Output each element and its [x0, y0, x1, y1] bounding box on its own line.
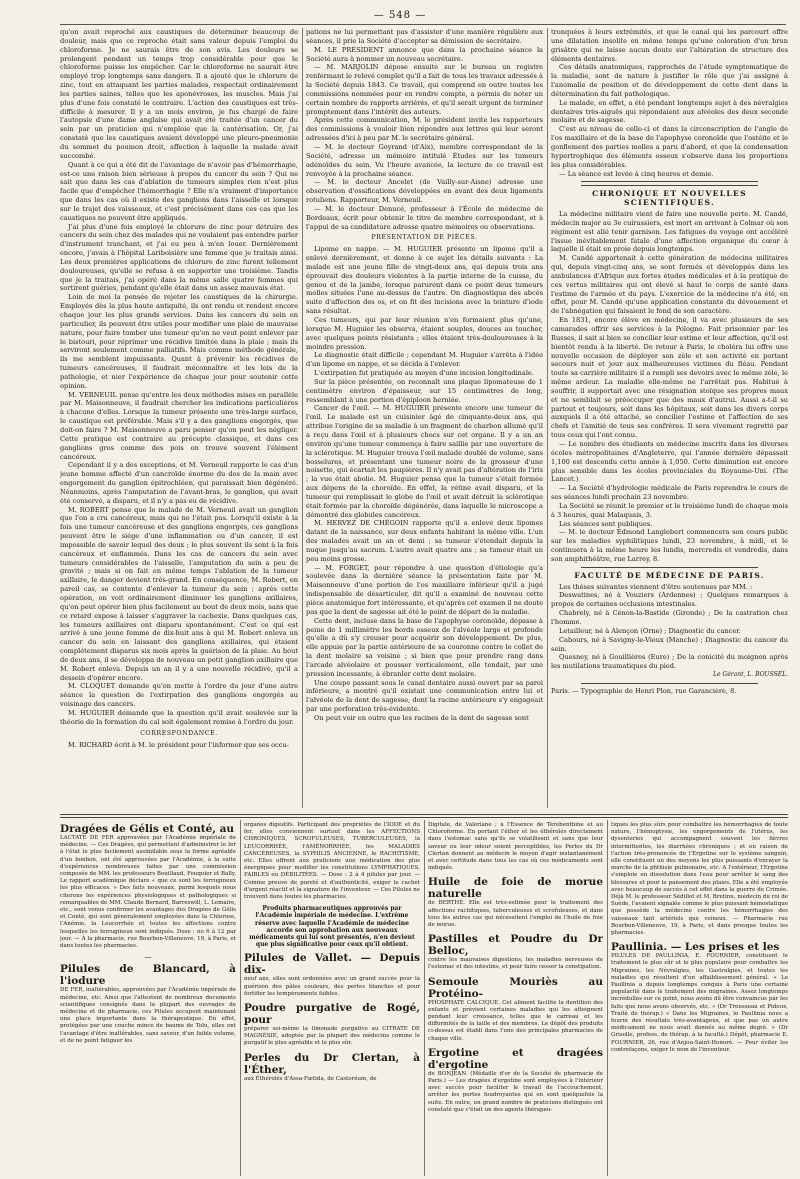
paragraph: Une coupe passant sous le canal dentaire aussi ouvert par sa paroi inférieure, a montré qu'il existait une communication entre lui et l'alvéole de la dent de sagesse, dont la racine antérieure s'y engageait par une perforation très-évidente.	[306, 678, 543, 714]
section-rule	[581, 181, 758, 182]
column-divider	[302, 28, 303, 808]
paragraph: — M. le docteur Ancelet (de Vailly-sur-Aisne) adresse une observation d'ossifications développées en avant des deux ligaments rotuliens. Rapporteur, M. Verneuil.	[306, 178, 543, 205]
ads-column-2	[244, 822, 420, 1177]
ad-body: de BONJEAN. (Médaille d'or de la Société de pharmacie de Paris.) — Les dragées d'ergotine sont employées à l'intérieur avec succès pour faciliter le travail de l'accouchement, arrêter les pertes foudroyantes qui en sont quelquefois la suite. En outre, un grand nombre de praticiens distingués ont constaté que c'était un des agents thérapeu-	[428, 1070, 603, 1113]
paragraph: Le malade, en effet, a été pendant longtemps sujet à des névralgies dentaires très-aiguës qui répondaient aux alvéoles des deux seconde molaire et de sagesse.	[551, 98, 788, 125]
paragraph: Lipome en nappe. — M. HUGUIER présente un lipome qu'il a enlevé dernièrement, et donne à ce sujet les détails suivants : La malade est une jeune fille de vingt-deux ans, qui depuis trois ans éprouvait des douleurs violentes à la partie interne de la cuisse, du genou et de la jambe, lorsque parurent dans ce point deux tumeurs molles situées l'une au-dessus de l'autre. On diagnostiqua des abcès suite d'affection des os, et on fit des incisions avec la teinture d'iode sans résultat.	[306, 245, 543, 316]
paragraph: Le diagnostic était difficile ; cependant M. Huguier s'arrêta à l'idée d'un lipome en nappe, et se décida à l'enlever.	[306, 351, 543, 369]
paragraph: En 1831, encore élève en médecine, il va avec plusieurs de ses camarades offrir ses services à la Pologne. Fait prisonnier par les Russes, il sait si bien se concilier leur estime et leur affection, qu'il est bientôt rendu à la liberté. De retour à Paris, le choléra lui offre une nouvelle occasion de déployer son zèle et son activité en portant secours nuit et jour aux malheureuses victimes du fléau. Pendant toute sa carrière militaire il a rempli ses devoirs avec le même zèle, le même ardeur. La maladie elle-même ne l'arrêtait pas. Habitué à souffrir, il supportait avec une résignation stoïque ses propres maux et ne semblait se préoccuper que des maux d'autrui. Aussi a-t-il su partout et toujours, soit dans les hôpitaux, soit dans les divers corps auxquels il a été attaché, se concilier l'estime et l'affection de ses chefs et l'amitié de tous ses confrères. Il sera vivement regretté par tous ceux qui l'ont connu.	[551, 316, 788, 440]
paragraph: Sur la pièce présentée, on reconnaît une plaque lipomateuse de 1 centimètre environ d'épaisseur, sur 15 centimètres de long, ressemblant à une portion d'épiploon herniée.	[306, 377, 543, 404]
ad-mouries	[428, 976, 603, 1043]
ad-title: Huile de foie de morue naturelle	[428, 876, 603, 901]
section-rule	[581, 683, 758, 684]
ad-body: préparer soi-même la limonade purgative au CITRATE DE MAGNÉSIE, adoptée par la plupart des médecins comme le purgatif le plus agréable et le plus sûr.	[244, 1026, 420, 1047]
ads-divider	[424, 820, 425, 1176]
ad-body: neuf ans, elles sont ordonnées avec un grand succès pour la guérison des pâles couleurs, des pertes blanches et pour fortifier les tempéraments faibles.	[244, 976, 420, 997]
paragraph: — M. le docteur Edmond Langlebert commencera son cours public sur les maladies syphilitiques lundi, 23 novembre, à midi, et le continuera à la même heure les lundis, mercredis et vendredis, dans son amphithéâtre, rue Larrey, 8.	[551, 528, 788, 563]
paragraph: Ces détails anatomiques, rapprochés de l'étude symptomatique de la maladie, sont de nature à justifier le rôle que j'ai assigné à l'anomalie de position et de développement de cette dent dans la détermination du fait pathologique.	[551, 63, 788, 98]
col1-paragraphs	[60, 28, 298, 727]
ad-body: Digitale, de Valériane ; à l'Essence de Térébenthine et au Chloroforme. En portant l'éther et les éthérolés directement dans l'estomac sans qu'ils se volatilisent et sans que leur saveur ou leur odeur soient perceptibles, les Perles du Dr Clertan donnent au médecin le moyen d'agir instantanément et avec certitude dans tous les cas où ces médicaments sont indiqués.	[428, 822, 603, 872]
paragraph: M. VERNEUIL pense qu'entre les deux méthodes mises en parallèle par M. Maisonneuve, il faudrait chercher les indications particulières à chacune d'elles. Lorsque la tumeur présente une très-large surface, le caustique est préférable. Mais s'il y a des ganglions engorgés, que doit-on faire ? M. Maisonneuve a paru penser qu'on peut les négliger. Cette pratique est contraire au précepte classique, et dans ces ganglions gros comme des pois on trouve souvent l'élément cancéreux.	[60, 390, 298, 461]
paragraph: — M. le docteur Denucé, professeur à l'École de médecine de Bordeaux, écrit pour obtenir le titre de membre correspondant, et à l'appui de sa candidature adresse quatre mémoires ou observations.	[306, 204, 543, 231]
paragraph: Ces tumeurs, qui par leur réunion n'en formaient plus qu'une, lorsque M. Huguier les observa, étaient souples, douces au toucher, avec quelques points résistants ; elles étaient très-douloureuses à la moindre pression.	[306, 316, 543, 351]
correspondance-heading: CORRESPONDANCE.	[140, 729, 218, 737]
paragraph: — M. le docteur Goyrand (d'Aix), membre correspondant de la Société, adresse un mémoire intitulé Études sur les tumeurs adénoïdes du sein. Vu l'heure avancée, la lecture de ce travail est renvoyée à la prochaine séance.	[306, 142, 543, 178]
paragraph: tronquées à leurs extrémités, et que le canal qui les parcourt offre une dilatation insolite en même temps qu'une coloration d'un brun grisâtre qui ne laisse aucun doute sur l'altération de structure des éléments dentaires.	[551, 28, 788, 63]
paragraph: qu'on avait reproché aux caustiques de déterminer beaucoup de douleur, mais que ce reproche était sans valeur depuis l'emploi du chloroforme. Je ne saurais être de son avis. Les douleurs se prolongent pendant un temps trop considérable pour que le chloroforme puisse les empêcher. Car le chloroforme ne saurait être employé trop longtemps sans dangers. Il a ajouté que le chlorure de zinc, tout en attaquant les parties malades, respectait ordinairement les parties saines, telles que les aponévroses, les muscles. Mais j'ai plus d'une fois constaté le contraire. L'action des caustiques est très-difficile à mesurer. Il y a un mois environ, je fus chargé de faire l'autopsie d'une dame anglaise qui avait été traitée d'un cancer du sein par un praticien qui n'emploie que la cautérisation. Or, j'ai constaté que les caustiques avaient développé une pleuro-pneumonie du sommet du poumon droit, affection à laquelle la malade avait succombé.	[60, 28, 298, 160]
paragraph: M. ROBERT pense que le malade de M. Verneuil avait un ganglion que l'on a cru cancéreux, mais qui ne l'était pas. Lorsqu'il existe à la fois une tumeur cancéreuse et des ganglions engorgés, ces ganglions peuvent être le siége d'une inflammation ou d'un cancer, il est impossible de savoir lequel des deux ; le plus souvent ils sont à la fois cancéreux et enflammés. Dans les cas de cancers du sein avec tumeurs considérables de l'aisselle, l'amputation du sein a peu de gravité ; mais si on fait en même temps l'ablation de la tumeur axillaire, le danger devient très-grand. En conséquence, M. Robert, en pareil cas, se contente d'enlever la tumeur du sein ; après cette opération, on voit ordinairement diminuer les ganglions axillaires, qu'on peut opérer bien plus facilement au bout de deux mois, sans que ce retard expose à laisser s'aggraver la cachexie. Dans quelques cas, les tumeurs axillaires ont disparu spontanément. C'est ce qui est arrivé à une jeune femme de dix-huit ans à qui M. Robert enleva un cancer du sein en laissant des ganglions axillaires, qui étaient complétement disparus six mois après la guérison de la plaie. Au bout de deux ans, il se développa de nouveau un petit ganglion axillaire que M. Robert enleva. Depuis un an il y a une nouvelle récidive, qu'il a dessein d'opérer encore.	[60, 505, 298, 682]
ad-clertan-cont	[428, 822, 603, 872]
gerant-signature: Le Gérant, L. BOUSSEL.	[712, 671, 788, 679]
ad-body: contre les mauvaises digestions, les maladies nerveuses de l'estomac et des intestins, et pour faire cesser la constipation.	[428, 957, 603, 971]
ad-body: DE FER, inaltérables, approuvées par l'Académie impériale de médecine, etc. Ainsi que l'attestent de nombreux documents scientifiques consignés dans la plupart des ouvrages de médecine et de pharmacie, ces Pilules occupent maintenant une place importante dans la thérapeutique. En effet, protégées par une couche mince de baume de Tolu, elles ont l'avantage d'être inaltérables, sans saveur, d'un faible volume, et de ne point fatiguer les	[60, 987, 236, 1044]
ads-top-rule	[60, 817, 788, 818]
paragraph: M. Candé appartenait à cette génération de médecins militaires qui, depuis vingt-cinq ans, se sont formés et développés dans les ambulances d'Afrique aux fortes études médicales et à la pratique de ces vertus militaires qui ont élevé si haut le corps de santé dans l'estime de l'armée et du pays. L'exercice de la médecine n'a été, en effet, pour M. Candé qu'une application constante du dévouement et de l'abnégation qui faisaient le fond de son caractère.	[551, 254, 788, 316]
paragraph: La médecine militaire vient de faire une nouvelle perte. M. Candé, médecin major au 3e cuirassiers, est mort en arrivant à Colmar où son régiment est allé tenir garnison. Les fatigues du voyage ont accéléré l'issue inévitablement fatale d'une affection organique du cœur à laquelle il était en proie depuis longtemps.	[551, 210, 788, 254]
header-rule	[60, 24, 786, 25]
ad-body: tiques les plus sûrs pour combattre les hémorrhagies de toute nature, l'hémoptysie, les engorgements de l'utérus, les dysenteries qui accompagnent souvent les fièvres intermittentes, les diarrhées chroniques ; et en raison de l'action très-prononcée de l'Ergotine sur le système sanguin, elle constituent un des moyens les plus puissants d'enrayer la marche de la phthisie pulmonaire, etc. A l'extérieur, l'Ergotine s'emploie en dissolution dans l'eau pour arrêter le sang des blessures et pour le pansement des plaies. Elle a été employée avec beaucoup de succès à cet effet dans la guerre de Crimée. Déjà M. le professeur Sédillot et M. Bretinu, médecin du roi de Suède, l'avaient signalée comme le plus puissant hémostatique que possède la médecine contre les hémorrhagies des vaisseaux tant artériels que veineux. — Pharmacie rue Bourbon-Villeneuve, 19, à Paris, et dans presque toutes les pharmacies.	[611, 822, 788, 937]
section-rule	[581, 185, 758, 186]
ad-body: aux Éthérolés d'Assa-Fœtida, de Castoréum, de	[244, 1075, 377, 1082]
ads-column-1: Dragées de Gélis et Conté, au LACTATE DE FER approuvées par l'Académie impériale de médecine. — Ces Dragées, qui permettent d'administrer le fer à l'état le plus facilement assimilable sous la forme agréable d'un bonbon, ont été approuvées par l'Académie, à la suite d'expériences nombreuses faites par une commission composée de MM. les professeurs Bouillaud, Fouquier et Bally. Le rapport académique déclare « que ce sont les ferrugineux les plus efficaces. » Des faits nouveaux, parmi lesquels nous citerons les expériences physiologiques et pathologiques si remarquables de MM. Claude Bernard, Barreswill, L. Lemaire, etc., sont venus confirmer les avantages des Dragées de Gélis et Conté, qui sont généralement employées dans la Chlorose, l'Anémie, la Leucorrhée et toutes les affections contre lesquelles les ferrugineux sont indiqués. Dose : no 6 à 12 par jour. — À la pharmacie, rue Bourbon-Villeneuve, 19, à Paris, et dans toutes les pharmacies. — Pilules de Blancard, à l'iodure DE FER, inaltérables, approuvées par l'Académie impériale de médecine, etc. Ainsi que l'attestent de nombreux documents scientifiques consignés dans la plupart des ouvrages de médecine et de pharmacie, ces Pilules occupent maintenant une place importante dans la thérapeutique. En effet, protégées par une couche mince de baume de Tolu, elles ont l'avantage d'être inaltérables, sans saveur, d'un faible volume, et de ne point fatiguer les	[60, 823, 236, 1044]
paragraph: M. LE PRÉSIDENT annonce que dans la prochaine séance la Société aura à nommer un nouveau secrétaire.	[306, 45, 543, 63]
ads-column-4	[611, 822, 788, 1177]
ad-title: Dragées de Gélis et Conté, au	[60, 823, 235, 835]
ad-title: Pilules de Vallet. — Depuis dix-	[244, 952, 420, 977]
ad-title: Paullinia. — Les prises et les	[611, 941, 780, 954]
paragraph: Loin de moi la pensée de rejeter les caustiques de la chirurgie. Employés dès la plus haute antiquité, ils ont rendu et rendent encore chaque jour les plus grands services. Dans les cancers du sein en particulier, ils peuvent être utiles pour modifier une plaie de mauvaise nature, pour faire tomber une tumeur qu'on ne veut point enlever par le bistouri, pour réprimer une récidive limitée dans la plaie ; mais ils serviront seulement comme palliatifs. Mais comme méthode générale, ils me semblent impuissants. Quant à prévenir les récidives de tumeurs cancéreuses, il faudrait méconnaître et les lois de la pathologie, et nier l'expérience de chaque jour pour soutenir cette opinion.	[60, 293, 298, 390]
ad-body: Produits pharmaceutiques approuvés par l'Académie impériale de médecine. L'extrême réserve avec laquelle l'Académie de médecine accorde son approbation aux nouveaux médicaments qui lui sont présentés, n'en devient que plus significative pour ceux qu'il obtient.	[249, 905, 415, 949]
chronique-heading: CHRONIQUE ET NOUVELLES SCIENTIFIQUES.	[592, 189, 747, 208]
paragraph: Cette dent, incluse dans la base de l'apophyse coronoïde, dépasse à peine de 1 millimètre les bords osseux de l'alvéole large et profonde qu'elle a dû s'y creuser pour acquérir son développement. De plus, elle appuie par la partie antérieure de sa couronne contre le collet de la dent molaire sa voisine ; si bien que pour prendre rang dans l'arcade alvéolaire et pousser verticalement, elle tendait, par une pression incessante, à ébranler cette dent molaire.	[306, 616, 543, 678]
paragraph: J'ai plus d'une fois employé le chlorure de zinc pour détruire des cancers du sein chez des malades qui ne voulaient pas entendre parler d'instrument tranchant, et j'ai eu peu à m'en louer. Dernièrement encore, j'avais à l'hôpital Lariboisière une femme que je traitais ainsi. Les deux premières applications de chlorure de zinc furent tellement douloureuses, qu'elle se refusa à en supporter une troisième. Tandis que je la traitais, j'ai opéré dans la même salle quatre femmes qui sortirent guéries, pendant qu'elle était dans un assez mauvais état.	[60, 222, 298, 293]
ad-ergotine	[428, 1047, 603, 1114]
ad-title: Semoule Mouriès au Protéino-	[428, 975, 603, 1000]
ad-title: Poudre purgative de Rogé, pour	[244, 1002, 420, 1027]
paragraph: M. CLOQUET demande qu'on mette à l'ordre du jour d'une autre séance la question de l'extirpation des ganglions engorgés au voisinage des cancers.	[60, 682, 298, 709]
paragraph: Letailleur, né à Alençon (Orne) ; Diagnostic du cancer.	[559, 626, 741, 635]
paragraph: — Le nombre des étudiants en médecine inscrits dans les diverses écoles métropolitaines d'Angleterre, qui l'année dernière dépassait 1,100 est descendu cette année à 1,050. Cette diminution est encore plus sensible dans les écoles provinciales du Royaume-Uni. (The Lancet.)	[551, 439, 788, 484]
ads-column-3	[428, 822, 603, 1177]
ad-title: Perles du Dr Clertan, à l'Éther,	[244, 1051, 420, 1076]
section-rule	[581, 567, 758, 568]
ad-body: de BERTHÉ. Elle est très-estimée pour le traitement des affections rachitiques, tuberculeuses et scrofuleuses, et dans tous les autres cas qui nécessitent l'emploi de l'huile de foie de morue.	[428, 900, 603, 929]
faculte-heading: FACULTÉ DE MÉDECINE DE PARIS.	[574, 570, 765, 580]
ad-vallet	[244, 952, 420, 998]
ads-top-rule	[60, 814, 788, 815]
ad-body: organes digestifs. Participant des propriétés de l'IODE et du fer, elles conviennent surtout dans les AFFECTIONS CHRONIQUES, SCROFULEUSES, TUBERCULEUSES, la LEUCORRHÉE, l'AMÉNORRHÉE, les MALADIES CANCÉREUSES, la SYPHILIS ANCIENNE, le RACHITISME, etc. Elles offrent aux praticiens une médication des plus énergiques pour modifier les constitutions LYMPHATIQUES, FAIBLES ou DÉBILITÉES. — Dose : 2 à 4 pilules par jour. — Comme preuve de pureté et d'authenticité, exiger le cachet d'argent réactif et la signature de l'inventeur. — Ces Pilules ne trouvent dans toutes les pharmacies.	[244, 822, 420, 901]
paragraph: Quesney, né à Gouillières (Eure) ; De la conicité du moignon après les mutilations traumatiques du pied.	[551, 653, 788, 671]
paragraph: Quant à ce qui a été dit de l'avantage de n'avoir pas d'hémorrhagie, est-ce une raison bien sérieuse à propos du cancer du sein ? Qui ne sait que dans les cas d'ablation de tumeurs simples rien n'est plus facile que d'empêcher l'hémorrhagie ? Elle n'a vraiment d'importance que dans les cas où il existe des ganglions dans l'aisselle et lorsque sur le trajet des vaisseaux, et c'est précisément dans ces cas que les caustiques ne peuvent être appliqués.	[60, 160, 298, 222]
ad-title: Pilules de Blancard, à l'iodure	[60, 963, 236, 988]
ad-produits	[244, 905, 420, 948]
column-divider	[547, 28, 548, 808]
ad-ergotine-cont	[611, 822, 788, 937]
page-number: — 548 —	[373, 10, 427, 21]
paragraph: On peut voir en outre que les racines de la dent de sagesse sont	[314, 713, 529, 722]
paragraph: Après cette communication, M. le président invite les rapporteurs des commissions à vouloir bien répondre aux lettres qui leur seront adressées d'ici à peu par M. le secrétaire général.	[306, 116, 543, 143]
paragraph: Chabrely, né à Cénon-la-Bastide (Gironde) ; De la castration chez l'homme.	[551, 609, 788, 626]
article-column-1	[60, 28, 298, 810]
ad-roge	[244, 1002, 420, 1048]
paragraph: Les séances sont publiques.	[559, 519, 653, 528]
ad-blancard	[60, 963, 236, 1045]
ad-paullinia	[611, 941, 788, 1054]
paragraph: Cependant il y a des exceptions, et M. Verneuil rapporte le cas d'un jeune homme affecté d'un cancroïde énorme du dos de la main avec engorgement du ganglion épitrochléen, qui paraissait bien dégénéré. Néanmoins, après l'amputation de l'avant-bras, le ganglion, qui avait été conservé, a disparu, et il n'y a pas eu de récidive.	[60, 461, 298, 505]
paragraph: — M. FORGET, pour répondre à une question d'étiologie qu'a soulevée dans la dernière séance la présentation faite par M. Maisonneuve d'une portion de l'os maxillaire inférieur qu'il a jugé indispensable de désarticuler, dit qu'il a examiné de nouveau cette pièce anatomique fort intéressante, et qu'après cet examen il ne doute pas que la dent de sagesse ait été le point de départ de la maladie.	[306, 563, 543, 616]
ads-divider	[607, 820, 608, 1176]
paragraph: Cancer de l'œil. — M. HUGUIER présente encore une tumeur de l'œil. Le malade est un cuisinier âgé de cinquante-deux ans, qui attribue l'origine de sa maladie à un fragment de charbon allumé qu'il a reçu dans l'œil et à plusieurs chocs sur cet organe. Il y a un an environ qu'une tumeur commença à faire saillie par une ouverture de la sclérotique. M. Huguier trouva l'œil malade doublé de volume, sans bosselures, et présentant une tumeur noire de la grosseur d'une noisette, qui écartait les paupières. Il n'y avait pas d'altération de l'iris ; la vue était abolie. M. Huguier pensa que la tumeur s'était formée aux dépens de la choroïde. En effet, la rétine avait disparu, et la tumeur qui remplissait le globe de l'œil et avait détruit la sclérotique était formée par la choroïde dégénérée, dans laquelle le microscope a démontré des globules cancéreux.	[306, 404, 543, 519]
ad-body: PILULES DE PAULLINIA, E. FOURNIER, constituent le traitement le plus sûr et le plus populaire pour combattre les Migraines, les Névralgies, les Gastralgies, et toutes les maladies qui résultent d'un affaiblissement général. « Le Paullinia a depuis longtemps conquis à Paris une certaine popularité dans le traitement des migraines. Assez longtemps incrédulles sur ce point, nous avons dû être convaincus par les faits que nous avons observés, etc. » (Dr Trousseau et Pidoux, Traité de thérap.) « Dans les Migraines, le Paullinia nous a fourni des résultats très-avantageux, et que pas un autre médicament ne nous avait donnés au même degré. » (Dr Grisolle, profess. de thérap. à la faculté.) Dépôt, pharmacie E. FOURNIER, 26, rue d'Anjou-Saint-Honoré. — Pour éviter les contrefaçons, exiger le nom de l'inventeur.	[611, 953, 788, 1053]
paragraph: — La séance est levée à cinq heures et demie.	[559, 169, 714, 178]
ad-clertan	[244, 1052, 420, 1083]
paragraph: M. RICHARD écrit à M. le président pour l'informer que ses occu-	[68, 740, 289, 749]
paragraph: Les thèses suivantes viennent d'être soutenues par MM. :	[559, 582, 753, 591]
ad-blancard-cont	[244, 822, 420, 901]
paragraph: pations ne lui permettant pas d'assister d'une manière régulière aux séances, il prie la Société d'accepter sa démission de secrétaire.	[306, 28, 543, 45]
ad-title: Ergotine et dragées d'ergotine	[428, 1046, 603, 1071]
ad-title: Pastilles et Poudre du Dr Belloc,	[428, 933, 603, 958]
paragraph: Cabours, né à Savigny-le-Vieux (Manche) ; Diagnostic du cancer du sein.	[551, 635, 788, 653]
ad-belloc	[428, 933, 603, 971]
paragraph: La Société se réunit le premier et le troisième lundi de chaque mois à 3 heures, quai Malaquais, 3.	[551, 501, 788, 519]
paragraph: M. HUGUIER demande que la question qu'il avait soulevée sur la théorie de la formation du cal soit également remise à l'ordre du jour.	[60, 708, 298, 726]
ad-berthe	[428, 876, 603, 929]
printer-imprint: Paris. — Typographie de Henri Plon, rue Garancière, 8.	[551, 686, 737, 695]
paragraph: L'extirpation fut pratiquée au moyen d'une incision longitudinale.	[314, 369, 534, 378]
paragraph: Deswatines, né à Vouziers (Ardennes) ; Quelques remarques à propos de certaines occlusions intestinales.	[551, 591, 788, 609]
paragraph: M. HERVEZ DE CHÉGOIN rapporte qu'il a enlevé deux lipomes datant de la naissance, sur deux enfants habitant la même ville. L'un des malades avait un an et demi ; sa tumeur s'étendait depuis la nuque jusqu'au sacrum. L'autre avait quatre ans ; sa tumeur était un peu moins grosse.	[306, 519, 543, 563]
paragraph: C'est au niveau de celle-ci et dans la circonscription de l'angle de l'os maxillaire et de la base de l'apophyse coronoïde que l'ostéite et le gonflement des parties molles a paru d'abord, et que la condensation hypertrophique des éléments osseux s'observe dans les proportions les plus considérables.	[551, 125, 788, 169]
presentation-heading: PRÉSENTATION DE PIÈCES.	[371, 234, 478, 242]
article-column-2	[306, 28, 543, 810]
paragraph: — M. MARJOLIN dépose ensuite sur le bureau un registre renfermant le relevé complet qu'il a fait de tous les travaux adressés à la Société depuis 1843. Ce travail, qui comprend en outre toutes les commissions nommées pour en rendre compte, a permis de noter un certain nombre de rapports arriérés, et qu'il serait urgent de terminer promptement dans l'intérêt des auteurs.	[306, 63, 543, 116]
article-column-3	[551, 28, 788, 810]
ad-body: LACTATE DE FER approuvées par l'Académie impériale de médecine. — Ces Dragées, qui permettent d'administrer le fer à l'état le plus facilement assimilable sous la forme agréable d'un bonbon, ont été approuvées par l'Académie, à la suite d'expériences nombreuses faites par une commission composée de MM. les professeurs Bouillaud, Fouquier et Bally. Le rapport académique déclare « que ce sont les ferrugineux les plus efficaces. » Des faits nouveaux, parmi lesquels nous citerons les expériences physiologiques et pathologiques si remarquables de MM. Claude Bernard, Barreswill, L. Lemaire, etc., sont venus confirmer les avantages des Dragées de Gélis et Conté, qui sont généralement employées dans la Chlorose, l'Anémie, la Leucorrhée et toutes les affections contre lesquelles les ferrugineux sont indiqués. Dose : no 6 à 12 par jour. — À la pharmacie, rue Bourbon-Villeneuve, 19, à Paris, et dans toutes les pharmacies.	[60, 835, 236, 950]
ad-body: PHOSPHATE CALCIQUE. Cet aliment facilite la dentition des enfants et prévient certaines maladies qui les atteignent pendant leur croissance, telles que le carreau et les difformités de la taille et des membres. Le dépôt des produits ci-dessus est établi dans l'une des principales pharmacies de chaque ville.	[428, 999, 603, 1042]
ads-divider	[240, 820, 241, 1176]
ad-gelis-conte	[60, 823, 236, 950]
paragraph: — La Société d'hydrologie médicale de Paris reprendra le cours de ses séances lundi prochain 23 novembre.	[551, 484, 788, 502]
